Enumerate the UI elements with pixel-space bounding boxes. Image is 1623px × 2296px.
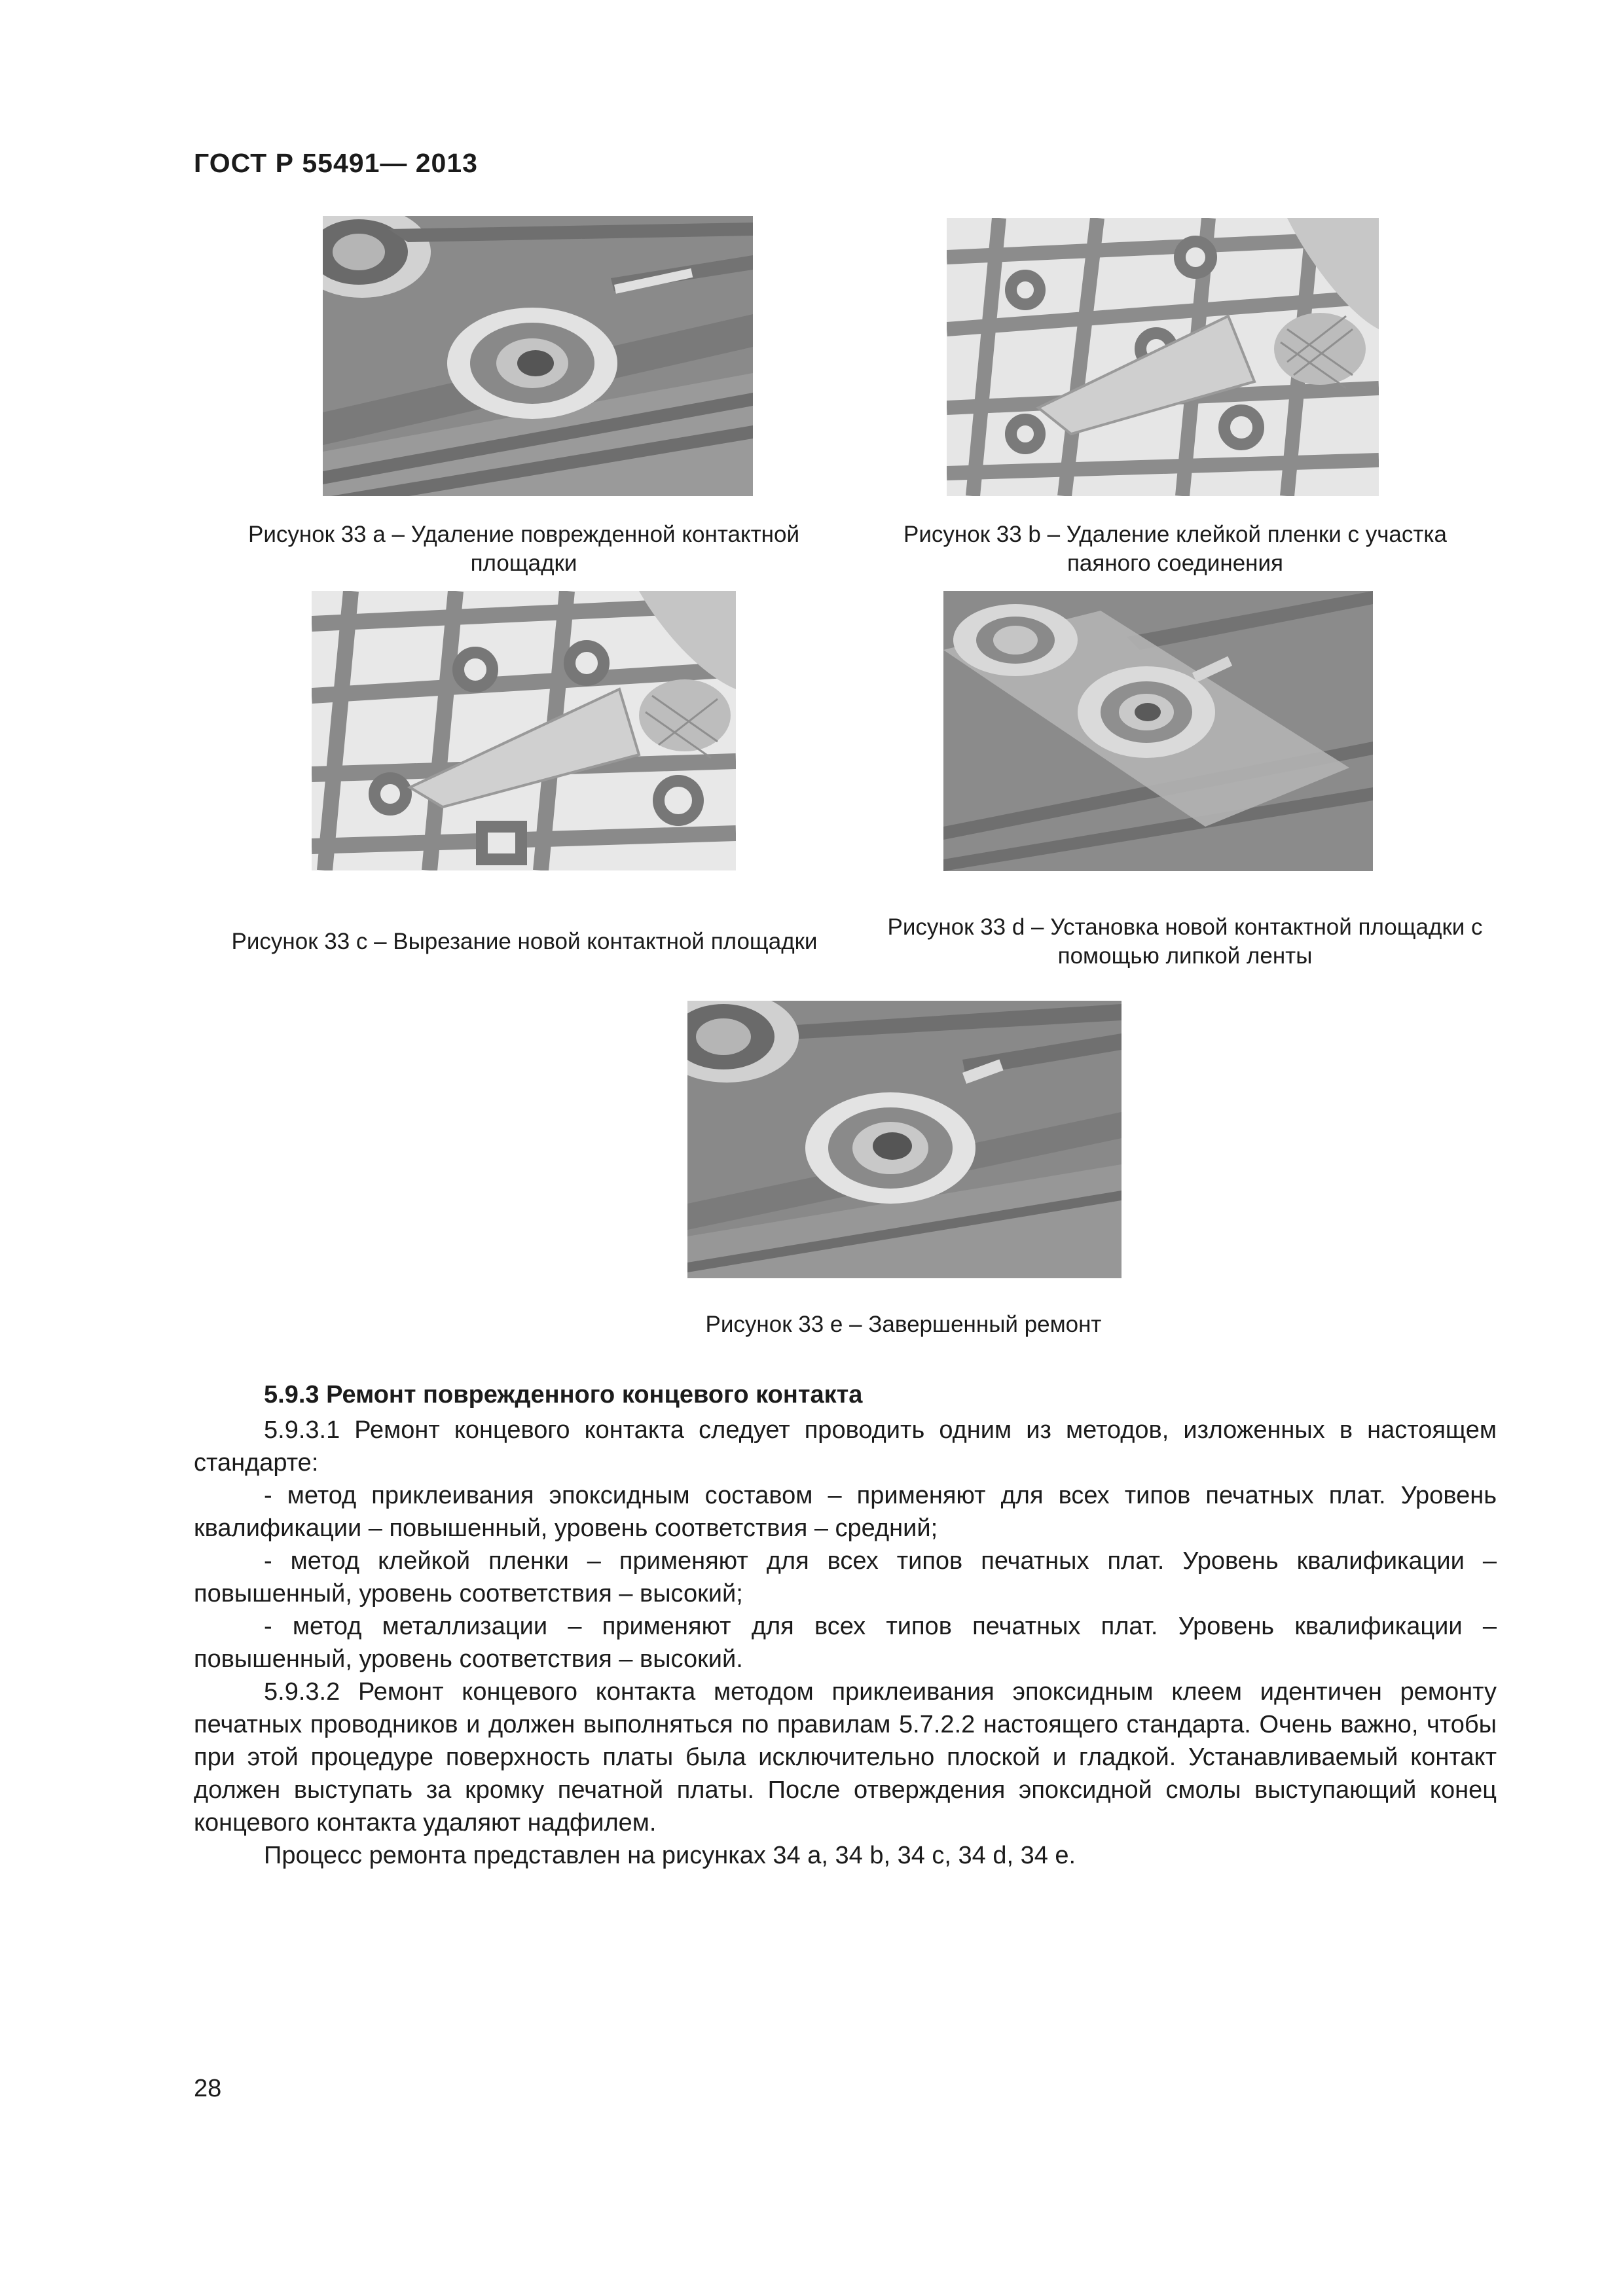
figure-33b-image: [947, 218, 1379, 496]
pcb-cutting-new-pad-illustration: [312, 591, 736, 870]
figure-33d-image: [943, 591, 1373, 871]
document-header: ГОСТ Р 55491— 2013: [194, 148, 478, 178]
paragraph: 5.9.3.1 Ремонт концевого контакта следует проводить одним из методов, изложенных в настоящем стандарте:: [194, 1416, 1497, 1477]
pcb-pad-tape-installation-illustration: [943, 591, 1373, 871]
list-item: - метод клейкой пленки – применяют для всех типов печатных плат. Уровень квалификации – повышенный, уровень соответствия – высокий;: [194, 1547, 1497, 1607]
figure-33c-image: [312, 591, 736, 870]
pcb-pad-removed-illustration: [323, 216, 753, 496]
pcb-adhesive-film-removal-illustration: [947, 218, 1379, 496]
section-title: 5.9.3 Ремонт поврежденного концевого контакта: [264, 1381, 863, 1408]
figure-33e-image: [687, 1001, 1122, 1278]
list-item: - метод металлизации – применяют для всех типов печатных плат. Уровень квалификации – повышенный, уровень соответствия – высокий.: [194, 1613, 1497, 1673]
figure-33c-caption: Рисунок 33 с – Вырезание новой контактной площадки: [231, 929, 818, 954]
figure-33b-caption: Рисунок 33 b – Удаление клейкой пленки с участка паяного соединения: [903, 522, 1447, 576]
list-item: - метод приклеивания эпоксидным составом – применяют для всех типов печатных плат. Уровень квалификации – повышенный, уровень соответствия – средний;: [194, 1482, 1497, 1542]
page-number: 28: [194, 2075, 222, 2102]
pcb-completed-repair-illustration: [687, 1001, 1122, 1278]
figure-33e-caption: Рисунок 33 е – Завершенный ремонт: [705, 1312, 1102, 1337]
figure-33a-caption: Рисунок 33 а – Удаление поврежденной контактной площадки: [247, 522, 800, 576]
paragraph: 5.9.3.2 Ремонт концевого контакта методом приклеивания эпоксидным клеем идентичен ремонту печатных проводников и должен выполняться по правилам 5.7.2.2 настоящего стандарта. Очень важно, чтобы при этой процедуре поверхность платы была исключительно плоской и гладкой. Устанавливаемый контакт должен выступать за кромку печатной платы. После отверждения эпоксидной смолы выступающий конец концевого контакта удаляют надфилем.: [194, 1678, 1497, 1837]
figure-33a-image: [323, 216, 753, 496]
figure-33d-caption: Рисунок 33 d – Установка новой контактной площадки с помощью липкой ленты: [887, 914, 1483, 969]
paragraph: Процесс ремонта представлен на рисунках 34 а, 34 b, 34 с, 34 d, 34 е.: [264, 1842, 1076, 1869]
